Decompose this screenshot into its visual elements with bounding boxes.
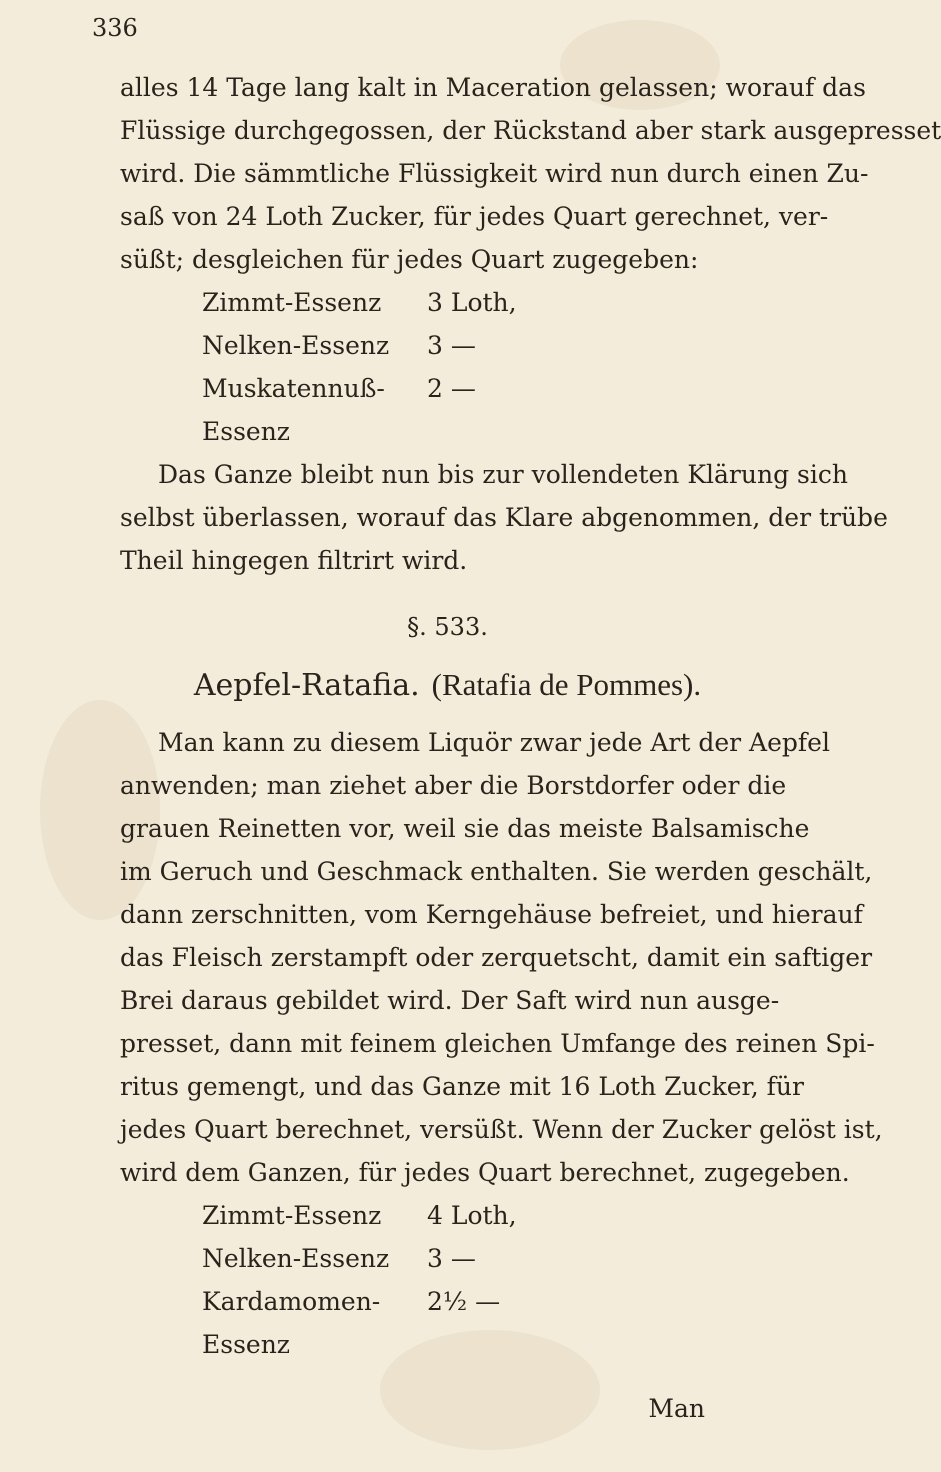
- section-title: [120, 663, 775, 707]
- section-number: §. 533.: [407, 613, 488, 641]
- ingredient-row: [202, 281, 532, 324]
- text-line: selbst überlassen, worauf das Klare abgenommen, der trübe: [120, 503, 888, 532]
- ingredient-quantity: 3 —: [427, 331, 476, 360]
- ingredient-list-2: [120, 1194, 775, 1366]
- title-german: Aepfel-Ratafia.: [193, 668, 420, 703]
- catchword: Man: [648, 1394, 705, 1423]
- ingredient-quantity: 2½ —: [427, 1287, 501, 1316]
- paragraph-3: [120, 721, 883, 1194]
- text-line: dann zerschnitten, vom Kerngehäuse befreiet, und hierauf: [120, 900, 863, 929]
- text-line: jedes Quart berechnet, versüßt. Wenn der Zucker gelöst ist,: [120, 1115, 883, 1144]
- text-line: wird. Die sämmtliche Flüssigkeit wird nun durch einen Zu-: [120, 159, 869, 188]
- text-line: saß von 24 Loth Zucker, für jedes Quart gerechnet, ver-: [120, 202, 829, 231]
- text-line: im Geruch und Geschmack enthalten. Sie werden geschält,: [120, 857, 873, 886]
- text-line: Flüssige durchgegossen, der Rückstand aber stark ausgepresset: [120, 116, 941, 145]
- ingredient-row: [202, 1194, 532, 1237]
- ingredient-quantity: 3 —: [427, 1244, 476, 1273]
- text-line: Das Ganze bleibt nun bis zur vollendeten Klärung sich: [158, 460, 848, 489]
- paragraph-1: [120, 66, 941, 281]
- text-line: grauen Reinetten vor, weil sie das meiste Balsamische: [120, 814, 810, 843]
- text-line: wird dem Ganzen, für jedes Quart berechnet, zugegeben.: [120, 1158, 850, 1187]
- ingredient-quantity: 3 Loth,: [427, 288, 517, 317]
- text-line: süßt; desgleichen für jedes Quart zugegeben:: [120, 245, 699, 274]
- ingredient-name: Nelken-Essenz: [202, 331, 390, 360]
- ingredient-name: Muskatennuß-Essenz: [202, 374, 385, 446]
- ingredient-list-1: [120, 281, 775, 453]
- text-line: Brei daraus gebildet wird. Der Saft wird nun ausge-: [120, 986, 780, 1015]
- text-line: ritus gemengt, und das Ganze mit 16 Loth Zucker, für: [120, 1072, 804, 1101]
- body-text: [120, 66, 941, 1366]
- text-line: alles 14 Tage lang kalt in Maceration gelassen; worauf das: [120, 73, 866, 102]
- text-line: anwenden; man ziehet aber die Borstdorfer oder die: [120, 771, 787, 800]
- text-line: Man kann zu diesem Liquör zwar jede Art der Aepfel: [158, 728, 830, 757]
- text-line: presset, dann mit feinem gleichen Umfange des reinen Spi-: [120, 1029, 875, 1058]
- paragraph-2: [120, 453, 888, 582]
- page-number: 336: [92, 14, 138, 42]
- ingredient-row: [202, 324, 532, 367]
- ingredient-row: [202, 1237, 532, 1280]
- title-latin: (Ratafia de Pommes).: [431, 667, 702, 702]
- ingredient-name: Nelken-Essenz: [202, 1244, 390, 1273]
- ingredient-row: [202, 1280, 532, 1366]
- ingredient-quantity: 2 —: [427, 374, 476, 403]
- ingredient-quantity: 4 Loth,: [427, 1201, 517, 1230]
- ingredient-row: [202, 367, 532, 453]
- ingredient-name: Zimmt-Essenz: [202, 288, 382, 317]
- ingredient-name: Zimmt-Essenz: [202, 1201, 382, 1230]
- text-line: das Fleisch zerstampft oder zerquetscht, damit ein saftiger: [120, 943, 873, 972]
- text-line: Theil hingegen filtrirt wird.: [120, 546, 468, 575]
- ingredient-name: Kardamomen-Essenz: [202, 1287, 381, 1359]
